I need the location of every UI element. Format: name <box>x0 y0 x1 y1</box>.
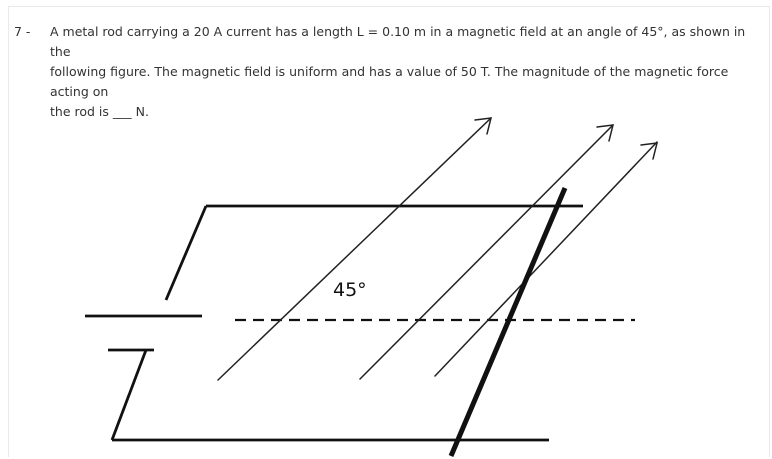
rails-diagram <box>112 206 583 440</box>
magnetic-field-arrows <box>218 118 657 380</box>
question-line-2: following figure. The magnetic field is uniform and has a value of 50 T. The magnitude of the magnetic force acting on <box>50 64 729 99</box>
field-arrow-1 <box>218 118 491 380</box>
left-lower-slant <box>112 350 146 440</box>
question-text <box>50 22 764 122</box>
magnetic-field-figure <box>80 110 660 459</box>
question-line-1: A metal rod carrying a 20 A current has a length L = 0.10 m in a magnetic field at an angle of 45°, as shown in the <box>50 24 746 59</box>
field-arrow-3 <box>435 142 657 376</box>
question-line-3: the rod is ___ N. <box>50 104 149 119</box>
left-upper-slant <box>166 206 206 300</box>
angle-label: 45° <box>333 279 367 301</box>
battery-symbol <box>85 316 202 350</box>
metal-rod <box>451 188 565 456</box>
field-arrow-2 <box>360 125 613 379</box>
question-number: 7 - <box>14 24 31 39</box>
